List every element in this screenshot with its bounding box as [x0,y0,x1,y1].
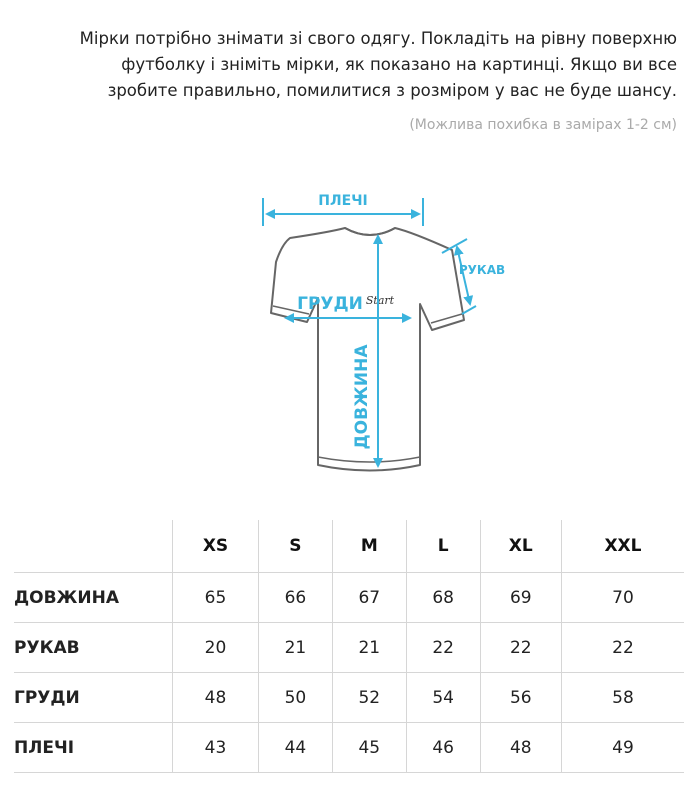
table-cell: 69 [480,573,561,623]
table-cell: 54 [406,673,480,723]
table-cell: 48 [480,723,561,773]
length-label: ДОВЖИНА [352,344,372,450]
table-cell: 67 [332,573,406,623]
size-header-xl: XL [480,520,561,573]
shoulders-label: ПЛЕЧІ [318,193,368,209]
table-cell: 43 [173,723,259,773]
sleeve-label: РУКАВ [458,263,506,277]
table-cell: 48 [173,673,259,723]
bottom-hem [318,457,420,462]
table-cell: 44 [258,723,332,773]
tshirt-measurement-diagram [230,180,510,480]
chest-label: ГРУДИ [297,294,363,314]
table-cell: 68 [406,573,480,623]
table-row-shoulders [14,723,684,773]
table-cell: 50 [258,673,332,723]
intro-line-1: Мірки потрібно знімати зі свого одягу. Покладіть на рівну поверхню [79,29,677,48]
table-cell: 22 [480,623,561,673]
size-header-s: S [258,520,332,573]
table-cell: 21 [332,623,406,673]
table-cell: 22 [561,623,684,673]
sleeve-tick-bottom [462,306,476,314]
table-cell: 22 [406,623,480,673]
row-label: РУКАВ [14,623,173,673]
size-header-m: M [332,520,406,573]
table-cell: 70 [561,573,684,623]
table-cell: 49 [561,723,684,773]
table-cell: 46 [406,723,480,773]
table-row-length [14,573,684,623]
intro-text [37,26,677,104]
intro-line-3: зробите правильно, помилитися з розміром у вас не буде шансу. [107,81,677,100]
size-header-xs: XS [173,520,259,573]
intro-line-2: футболку і зніміть мірки, як показано на картинці. Якщо ви все [121,55,677,74]
table-cell: 66 [258,573,332,623]
size-header-row [14,520,684,573]
tshirt-collar [345,228,395,235]
size-header-xxl: XXL [561,520,684,573]
header-corner [14,520,173,573]
row-label: ГРУДИ [14,673,173,723]
size-chart-table [14,520,684,773]
row-label: ПЛЕЧІ [14,723,173,773]
table-cell: 52 [332,673,406,723]
brand-logo: Start [365,294,395,307]
row-label: ДОВЖИНА [14,573,173,623]
table-cell: 45 [332,723,406,773]
measurement-tolerance-note: (Можлива похибка в замірах 1-2 см) [409,117,677,133]
size-header-l: L [406,520,480,573]
sleeve-tick-top [442,239,467,253]
table-cell: 21 [258,623,332,673]
table-cell: 65 [173,573,259,623]
table-cell: 58 [561,673,684,723]
table-cell: 56 [480,673,561,723]
table-row-sleeve [14,623,684,673]
table-row-chest [14,673,684,723]
table-cell: 20 [173,623,259,673]
